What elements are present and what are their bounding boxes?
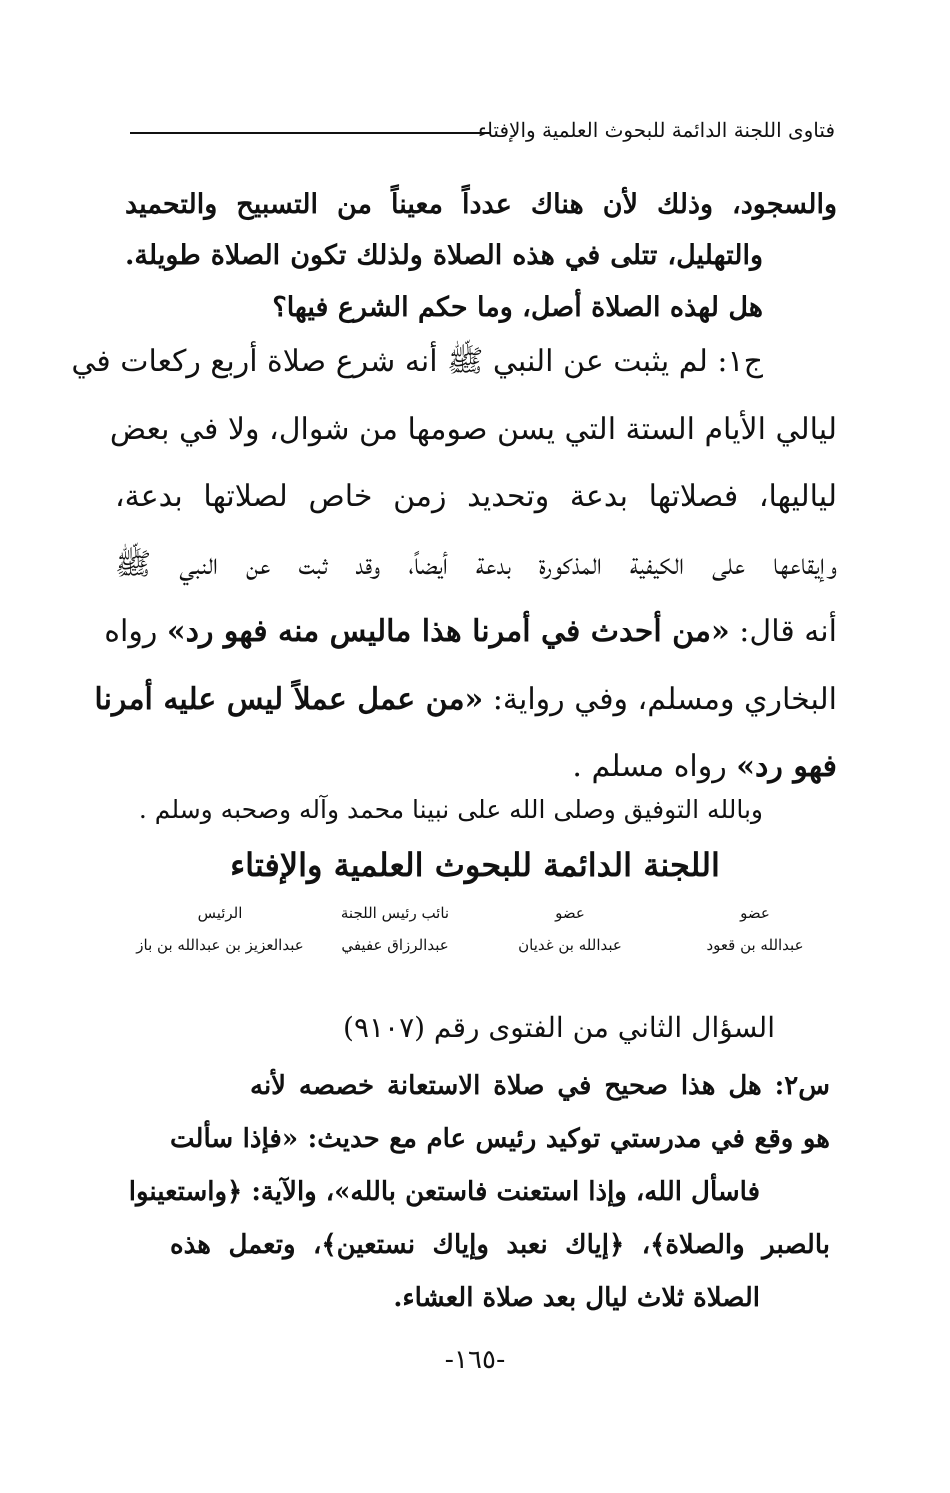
question2-line-1: س٢: هل هذا صحيح في صلاة الاستعانة خصصه لأنه [250, 1071, 830, 1101]
signatory-name: عبدالعزيز بن عبدالله بن باز [136, 936, 304, 954]
answer1-line-5 [104, 605, 837, 659]
signatory-role: الرئيس [197, 904, 243, 922]
answer1-line-5-pre: أنه قال: [729, 614, 837, 649]
signatory-role: عضو [555, 904, 585, 922]
answer1-line-4: وإيقاعها على الكيفية المذكورة بدعة أيضاً، وقد ثبت عن النبي ﷺ [115, 547, 837, 582]
signatory-name: عبدالله بن قعود [706, 936, 804, 954]
signatory [120, 902, 320, 956]
signatory-role: نائب رئيس اللجنة [340, 904, 450, 922]
question2-title: السؤال الثاني من الفتوى رقم (٩١٠٧) [343, 1011, 775, 1044]
answer1-line-6-pre: البخاري ومسلم، وفي رواية: [483, 682, 837, 717]
hadith-quote-2: «من عمل عملاً ليس عليه أمرنا [94, 682, 484, 717]
signatory-role: عضو [740, 904, 770, 922]
question2-line-2: هو وقع في مدرستي توكيد رئيس عام مع حديث: «فإذا سألت [170, 1124, 830, 1154]
answer1-line-5-post: رواه [104, 614, 167, 649]
running-header [130, 110, 835, 150]
answer1-line-3: لياليها، فصلاتها بدعة وتحديد زمن خاص لصلاتها بدعة، [115, 479, 837, 514]
running-title: فتاوى اللجنة الدائمة للبحوث العلمية والإفتاء [477, 118, 835, 142]
hadith-quote-1: «من أحدث في أمرنا هذا ماليس منه فهو رد» [166, 614, 730, 649]
question2-line-4: بالصبر والصلاة﴾، ﴿إياك نعبد وإياك نستعين﴾، وتعمل هذه [170, 1230, 830, 1260]
closing-line: وبالله التوفيق وصلى الله على نبينا محمد وآله وصحبه وسلم . [138, 795, 763, 824]
answer1-line-2: ليالي الأيام الستة التي يسن صومها من شوال، ولا في بعض [109, 412, 837, 447]
signatory-name: عبدالرزاق عفيفي [341, 936, 449, 954]
answer1-line-1: ج١: لم يثبت عن النبي ﷺ أنه شرع صلاة أربع ركعات في [71, 344, 763, 379]
header-rule [130, 132, 490, 134]
signatory [665, 902, 845, 956]
signatory [485, 902, 655, 956]
answer1-line-6 [94, 673, 837, 727]
signatory [315, 902, 475, 956]
committee-name: اللجنة الدائمة للبحوث العلمية والإفتاء [230, 846, 720, 884]
question2-line-3: فاسأل الله، وإذا استعنت فاستعن بالله»، والآية: ﴿واستعينوا [128, 1177, 760, 1207]
answer1-line-7-post: رواه مسلم . [572, 749, 737, 784]
question1-line-1: والسجود، وذلك لأن هناك عدداً معيناً من التسبيح والتحميد [125, 189, 837, 220]
question1-line-2: والتهليل، تتلى في هذه الصلاة ولذلك تكون الصلاة طويلة. [125, 240, 763, 271]
question2-line-5: الصلاة ثلاث ليال بعد صلاة العشاء. [393, 1283, 760, 1313]
answer1-line-7 [115, 740, 837, 794]
question1-line-3: هل لهذه الصلاة أصل، وما حكم الشرع فيها؟ [272, 292, 763, 323]
hadith-quote-2-end: فهو رد» [736, 749, 837, 784]
page-number: -١٦٥- [444, 1345, 506, 1375]
signatory-name: عبدالله بن غديان [518, 936, 622, 954]
